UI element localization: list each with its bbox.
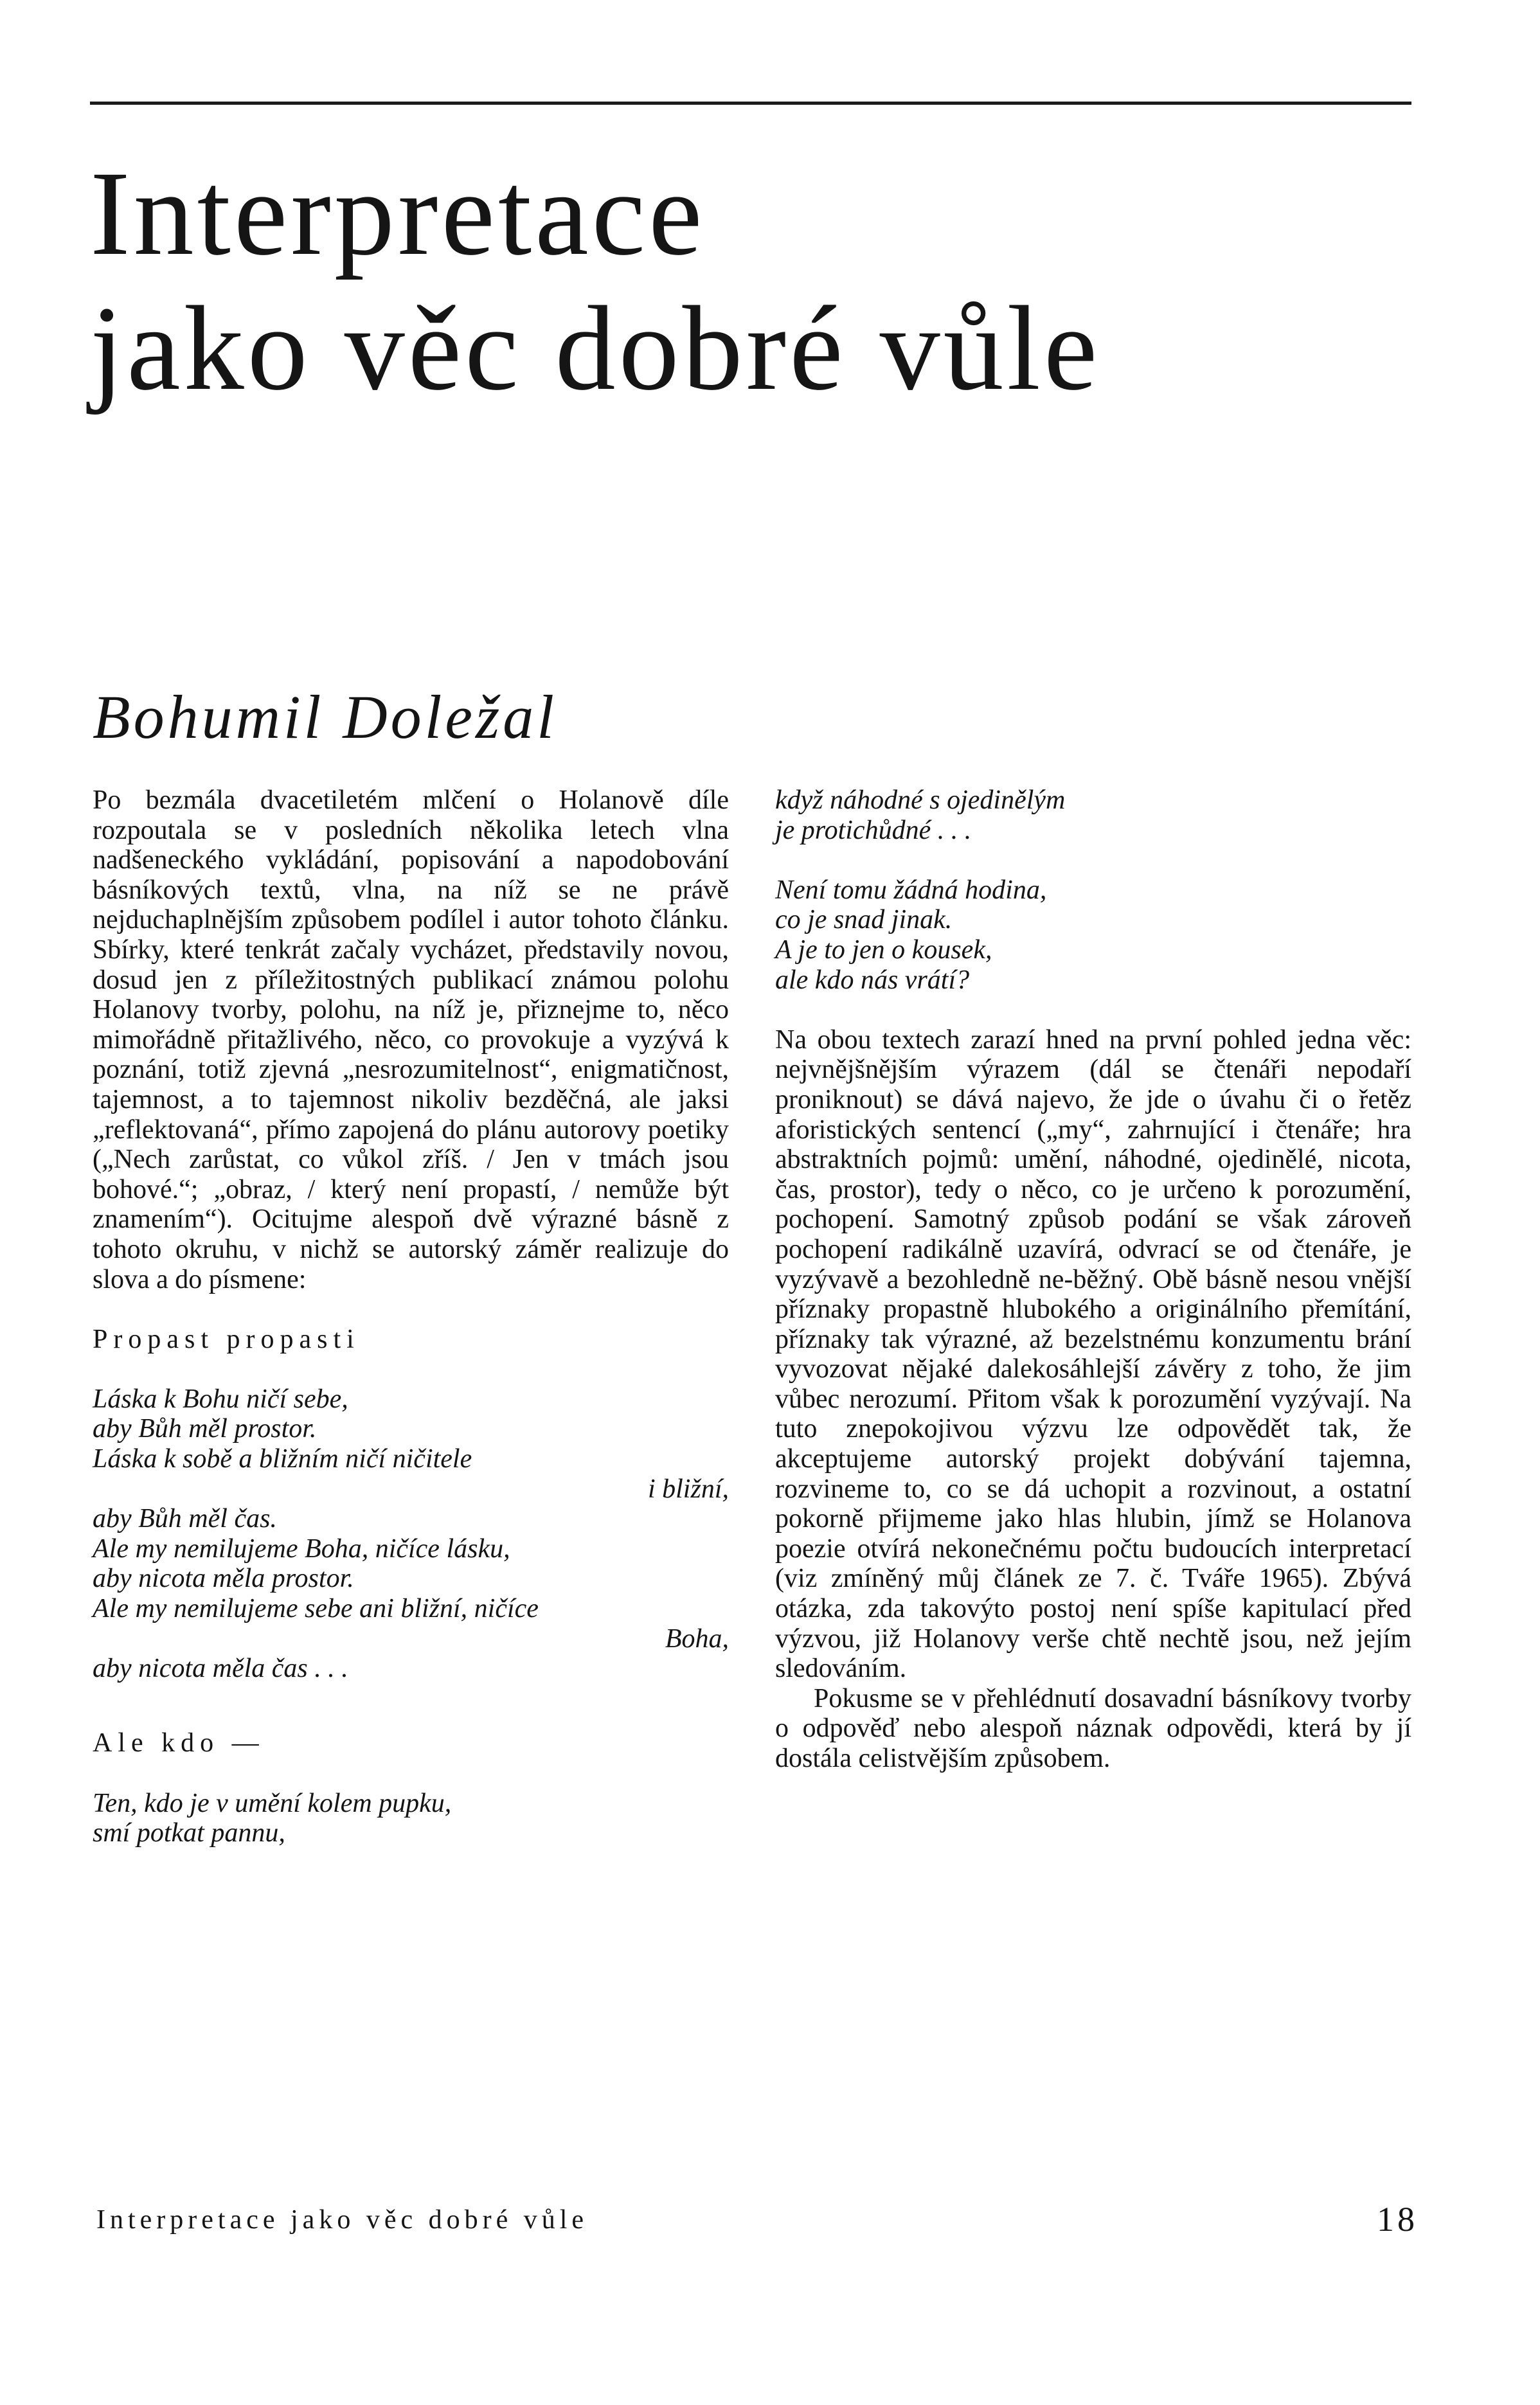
poem-line: aby nicota měla čas . . .: [93, 1654, 348, 1684]
poem-line: Láska k Bohu ničí sebe,: [93, 1384, 348, 1414]
poem-line: aby Bůh měl čas.: [93, 1504, 277, 1534]
poem-title-ale-kdo: Ale kdo —: [93, 1728, 265, 1758]
body-paragraph-1: Na obou textech zarazí hned na první pohled jedna věc: nejvnějšnějším výrazem (dál se čtenáři nepodaří proniknout) se dává najevo, že jde o úvahu či o řetěz aforistických sentencí („my“, zahrnující i čtenáře; hra abstraktních pojmů: umění, náhodné, ojedinělé, nicota, čas, prostor), tedy o něco, co je určeno k porozumění, pochopení. Samotný způsob podání se však zároveň pochopení radikálně uzavírá, odvrací se od čtenáře, je vyzývavě a bezohledně ne-běžný. Obě básně nesou vnější příznaky propastně hlubokého a originálního přemítání, příznaky tak výrazné, až bezelstnému konzumentu brání vyvozovat nějaké dalekosáhlejší závěry z toho, že jim vůbec nerozumí. Přitom však k porozumění vyzývají. Na tuto znepokojivou výzvu lze odpovědět tak, že akceptujeme autorský projekt dobývání tajemna, rozvineme to, co se dá uchopit a rozvinout, a ostatní pokorně přijmeme jako hlas hlubin, jímž se Holanova poezie otvírá nekonečnému počtu budoucích interpretací (viz zmíněný můj článek ze 7. č. Tváře 1965). Zbývá otázka, zda takovýto postoj není spíše kapitulací před výzvou, již Holanovy verše chtě nechtě jsou, než jejím sledováním.: [775, 1024, 1411, 1684]
poem-line: Ale my nemilujeme Boha, ničíce lásku,: [93, 1533, 510, 1564]
poem-line: smí potkat pannu,: [93, 1818, 285, 1848]
poem-ale-kdo-start: [93, 1789, 729, 1848]
poem-line: Není tomu žádná hodina,: [775, 875, 1047, 905]
poem-line: Ten, kdo je v umění kolem pupku,: [93, 1788, 452, 1818]
article-title-line-2: jako věc dobré vůle: [90, 281, 1101, 415]
page-number: 18: [1377, 2200, 1418, 2239]
intro-paragraph: Po bezmála dvacetiletém mlčení o Holanově díle rozpoutala se v posledních několika letech vlna nadšeneckého vykládání, popisování a napodobování básníkových textů, vlna, na níž se ne právě nejduchaplnějším způsobem podílel i autor tohoto článku. Sbírky, které tenkrát začaly vycházet, představily novou, dosud jen z příležitostných publikací známou polohu Holanovy tvorby, polohu, na níž je, přiznejme to, něco mimořádně přitažlivého, něco, co provokuje a vyzývá k poznání, totiž zjevná „nesrozumitelnost“, enigmatičnost, tajemnost, a to tajemnost nikoliv bezděčná, ale jaksi „reflektovaná“, přímo zapojená do plánu autorovy poetiky („Nech zarůstat, co vůkol zříš. / Jen v tmách jsou bohové.“; „obraz, / který není propastí, / nemůže být znamením“). Ocitujme alespoň dvě výrazné básně z tohoto okruhu, v nichž se autorský záměr realizuje do slova a do písmene:: [93, 785, 729, 1294]
running-footer-title: Interpretace jako věc dobré vůle: [96, 2205, 589, 2235]
article-author: Bohumil Doležal: [93, 683, 557, 751]
body-paragraph-2: Pokusme se v přehlédnutí dosavadní básníkovy tvorby o odpověď nebo alespoň náznak odpovědi, která by jí dostála celistvějším způsobem.: [775, 1683, 1411, 1773]
poem-ale-kdo-cont-a: [775, 785, 1411, 845]
top-rule: [90, 102, 1411, 105]
poem-line: je protichůdné . . .: [775, 815, 972, 845]
poem-line: ale kdo nás vrátí?: [775, 965, 970, 995]
poem-line: i bližní,: [647, 1474, 729, 1504]
poem-line: A je to jen o kousek,: [775, 934, 992, 965]
poem-line: když náhodné s ojedinělým: [775, 785, 1066, 815]
poem-line: aby Bůh měl prostor.: [93, 1414, 317, 1444]
right-column: [775, 785, 1411, 1774]
left-column: [93, 785, 729, 1848]
article-title-line-1: Interpretace: [90, 146, 706, 280]
poem-line: Ale my nemilujeme sebe ani bližní, ničíce: [93, 1594, 539, 1624]
poem-ale-kdo-cont-b: [775, 875, 1411, 995]
poem-line: co je snad jinak.: [775, 905, 953, 935]
poem-line: aby nicota měla prostor.: [93, 1564, 354, 1594]
poem-propast-propasti: [93, 1384, 729, 1684]
poem-line: Boha,: [665, 1623, 729, 1654]
poem-line: Láska k sobě a bližním ničí ničitele: [93, 1444, 472, 1474]
poem-title-propast: Propast propasti: [93, 1324, 360, 1354]
